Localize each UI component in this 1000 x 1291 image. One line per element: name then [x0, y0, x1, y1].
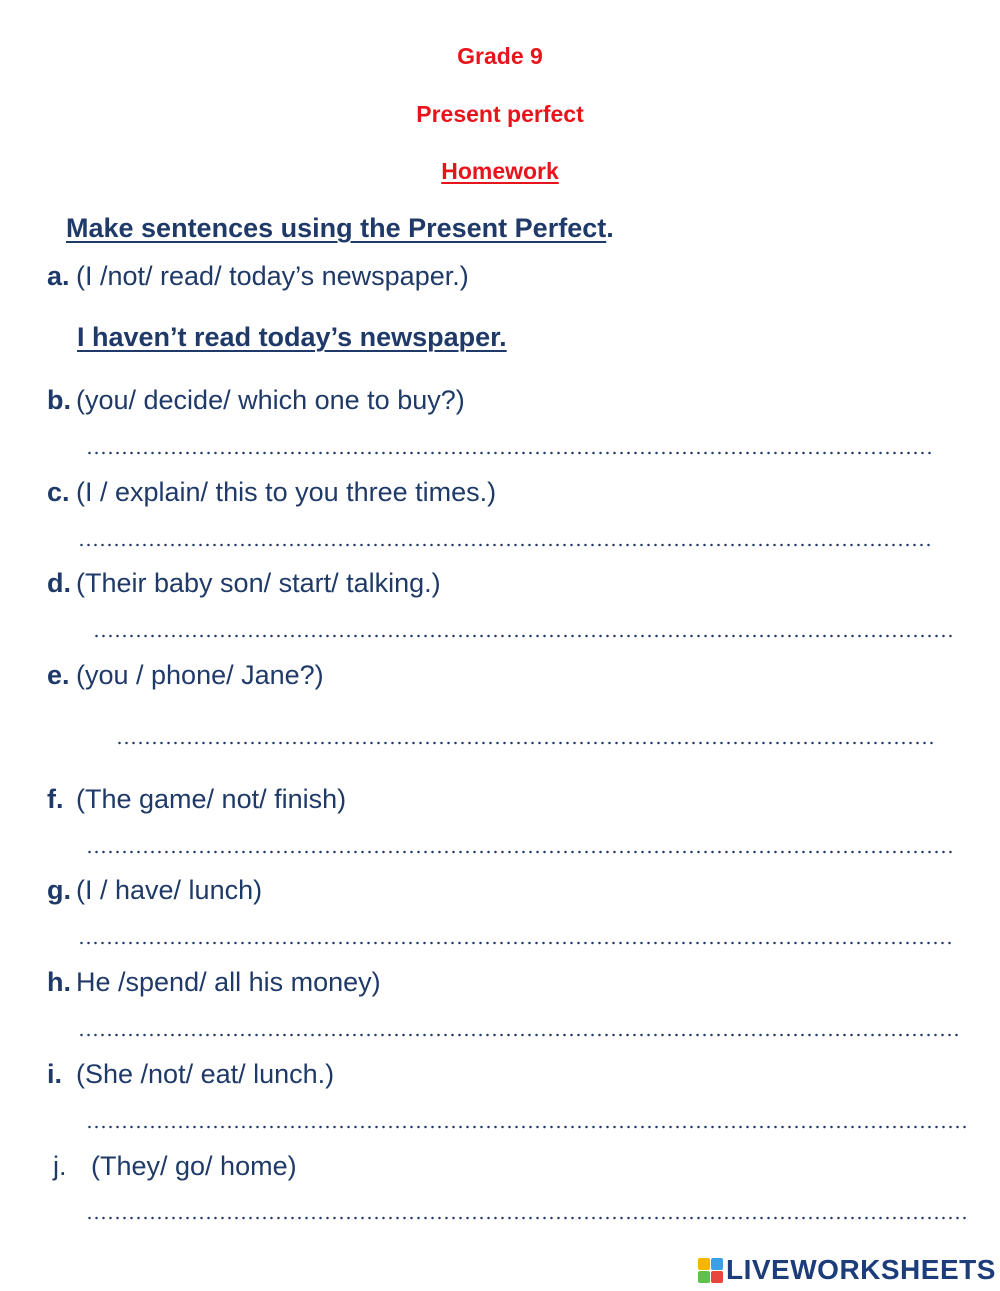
homework-heading: Homework — [441, 158, 559, 184]
item-prompt: (Their baby son/ start/ talking.) — [76, 568, 441, 598]
grade-heading: Grade 9 — [457, 43, 543, 69]
answer-line-b[interactable] — [86, 451, 932, 455]
answer-line-e[interactable] — [116, 741, 937, 745]
item-letter: i. — [47, 1059, 63, 1089]
answer-line-f[interactable] — [86, 850, 952, 854]
instruction-period: . — [606, 213, 614, 243]
item-f — [47, 783, 346, 815]
item-letter: g. — [47, 875, 71, 905]
item-a — [47, 260, 469, 292]
item-c — [47, 476, 496, 508]
item-j — [53, 1150, 297, 1182]
item-b — [47, 384, 465, 416]
item-h — [47, 966, 381, 998]
answer-line-c[interactable] — [78, 543, 931, 547]
item-letter: e. — [47, 660, 70, 690]
liveworksheets-logo — [698, 1253, 996, 1287]
item-letter: j. — [53, 1151, 67, 1181]
item-prompt: (I / have/ lunch) — [76, 875, 263, 905]
item-letter: h. — [47, 967, 71, 997]
item-prompt: (I / explain/ this to you three times.) — [76, 477, 497, 507]
item-e — [47, 659, 324, 691]
item-d — [47, 567, 441, 599]
item-prompt: (They/ go/ home) — [91, 1151, 297, 1181]
item-letter: a. — [47, 261, 70, 291]
instruction — [66, 213, 614, 244]
topic-heading: Present perfect — [416, 101, 584, 127]
answer-line-d[interactable] — [93, 634, 952, 638]
liveworksheets-logo-icon — [698, 1258, 723, 1283]
item-prompt: (you / phone/ Jane?) — [76, 660, 324, 690]
item-prompt: (The game/ not/ finish) — [76, 784, 347, 814]
item-i — [47, 1058, 334, 1090]
item-letter: d. — [47, 568, 71, 598]
answer-line-i[interactable] — [86, 1125, 967, 1129]
item-prompt: He /spend/ all his money) — [76, 967, 381, 997]
logo-text: LIVEWORKSHEETS — [726, 1254, 996, 1285]
example-answer: I haven’t read today’s newspaper. — [77, 322, 507, 352]
item-prompt: (you/ decide/ which one to buy?) — [76, 385, 465, 415]
answer-line-g[interactable] — [78, 941, 952, 945]
item-prompt: (I /not/ read/ today’s newspaper.) — [76, 261, 469, 291]
item-prompt: (She /not/ eat/ lunch.) — [76, 1059, 335, 1089]
answer-line-h[interactable] — [78, 1033, 960, 1037]
item-letter: c. — [47, 477, 70, 507]
item-letter: f. — [47, 784, 64, 814]
item-letter: b. — [47, 385, 71, 415]
instruction-text: Make sentences using the Present Perfect — [66, 213, 607, 243]
item-g — [47, 874, 262, 906]
answer-line-j[interactable] — [86, 1216, 967, 1220]
